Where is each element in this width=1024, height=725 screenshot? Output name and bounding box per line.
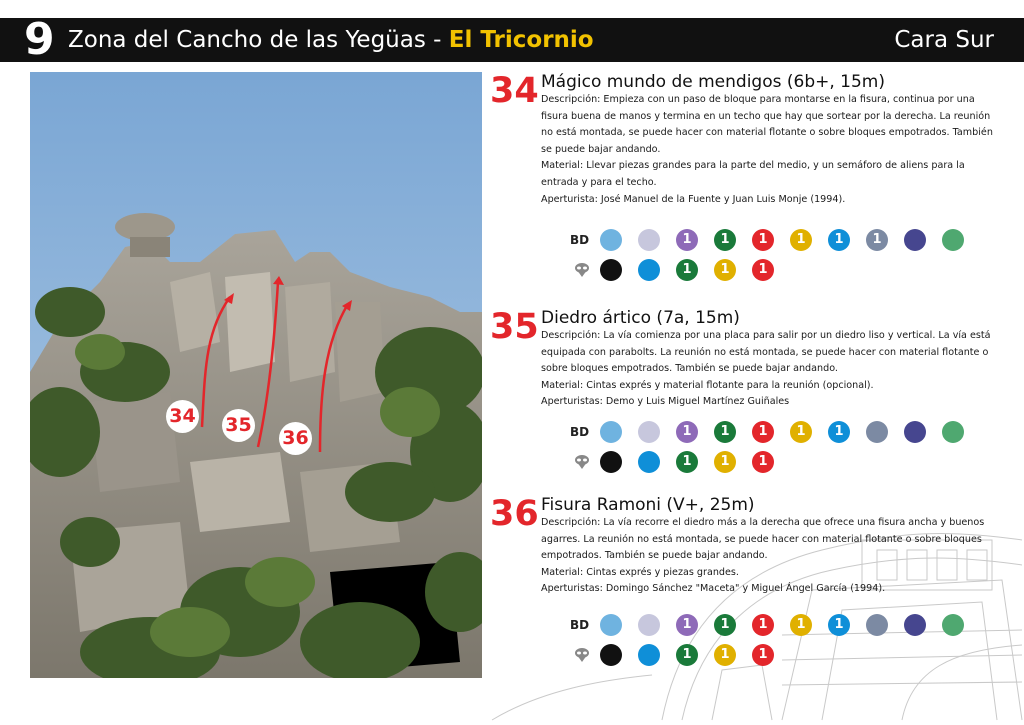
bd-cam-dot <box>904 229 926 251</box>
face-label: Cara Sur <box>894 27 994 53</box>
bd-cam-dot <box>600 421 622 443</box>
description-text: Descripción: Empieza con un paso de bloque para montarse en la fisura, continua por una fisura buena de manos y termina en un techo que hay que sortear por la derecha. La reunión no está montada, se puede hacer con material flotante o sobre bloques empotrados. También se puede bajar andando. <box>541 94 993 155</box>
openers-text: Aperturistas: Demo y Luis Miguel Martínez Guiñales <box>541 396 790 408</box>
openers-text: Aperturista: José Manuel de la Fuente y Juan Luis Monje (1994). <box>541 193 846 205</box>
bd-cam-dot <box>600 614 622 636</box>
bd-cam-dot <box>942 229 964 251</box>
material-text: Material: Llevar piezas grandes para la parte del medio, y un semáforo de aliens para la entrada y para el techo. <box>541 160 965 188</box>
alien-cam-dot: 1 <box>676 259 698 281</box>
route-title: Mágico mundo de mendigos (6b+, 15m) <box>541 72 885 92</box>
bd-cam-dot: 1 <box>752 229 774 251</box>
title-main: Zona del Cancho de las Yegüas - <box>68 27 449 53</box>
bd-cam-dot: 1 <box>676 614 698 636</box>
page-title <box>68 26 594 54</box>
alien-cam-dot <box>600 451 622 473</box>
bd-cam-dot <box>942 421 964 443</box>
material-text: Material: Cintas exprés y material flotante para la reunión (opcional). <box>541 379 874 391</box>
alien-cam-dot <box>638 644 660 666</box>
route-number: 35 <box>490 307 539 347</box>
route-title: Fisura Ramoni (V+, 25m) <box>541 495 755 515</box>
bd-cam-dot <box>904 421 926 443</box>
route-number: 34 <box>490 71 539 111</box>
bd-cam-dot <box>638 421 660 443</box>
photo-route-label: 36 <box>279 422 312 455</box>
bd-cam-dot: 1 <box>828 229 850 251</box>
alien-cam-dot: 1 <box>752 644 774 666</box>
alien-icon <box>574 647 590 663</box>
route-block <box>490 72 1000 282</box>
bd-cam-dot: 1 <box>676 229 698 251</box>
alien-cam-dot <box>600 259 622 281</box>
openers-text: Aperturistas: Domingo Sánchez "Maceta" y Miguel Ángel García (1994). <box>541 583 886 595</box>
route-title: Diedro ártico (7a, 15m) <box>541 308 740 328</box>
bd-label: BD <box>570 233 590 247</box>
bd-cam-dot <box>904 614 926 636</box>
route-description <box>541 328 996 411</box>
route-number: 36 <box>490 494 539 534</box>
alien-cam-dot: 1 <box>714 259 736 281</box>
alien-cam-dot <box>600 644 622 666</box>
route-block <box>490 308 1000 478</box>
bd-cam-dot <box>638 614 660 636</box>
alien-cam-dot <box>638 259 660 281</box>
bd-cam-dot: 1 <box>790 229 812 251</box>
material-text: Material: Cintas exprés y piezas grandes. <box>541 566 739 578</box>
bd-cam-dot <box>866 421 888 443</box>
bd-cam-dot: 1 <box>752 421 774 443</box>
bd-cam-dot <box>866 614 888 636</box>
description-text: Descripción: La vía recorre el diedro más a la derecha que ofrece una fisura ancha y buenos agarres. La reunión no está montada, se puede hacer con material flotante o sobre bloques empotrados. También se puede bajar andando. <box>541 517 985 562</box>
alien-cam-dot: 1 <box>752 451 774 473</box>
photo-route-label: 35 <box>222 409 255 442</box>
bd-cam-dot: 1 <box>866 229 888 251</box>
crag-photo <box>30 72 482 678</box>
alien-icon <box>574 262 590 278</box>
alien-cam-dot: 1 <box>714 451 736 473</box>
bd-label: BD <box>570 425 590 439</box>
route-description <box>541 515 996 598</box>
bd-cam-dot: 1 <box>714 614 736 636</box>
alien-icon <box>574 454 590 470</box>
chapter-number: 9 <box>24 14 55 65</box>
alien-cam-dot <box>638 451 660 473</box>
bd-cam-dot: 1 <box>714 229 736 251</box>
alien-cam-dot: 1 <box>676 644 698 666</box>
bd-cam-dot <box>600 229 622 251</box>
title-subtitle: El Tricornio <box>448 27 594 53</box>
route-block <box>490 495 1000 675</box>
bd-cam-dot: 1 <box>676 421 698 443</box>
header-bar <box>0 14 1024 65</box>
bd-cam-dot: 1 <box>752 614 774 636</box>
bd-cam-dot: 1 <box>714 421 736 443</box>
description-text: Descripción: La vía comienza por una placa para salir por un diedro liso y vertical. La vía está equipada con parabolts. La reunión no está montada, se puede hacer con material flotante o sobre bloques empotrados. También se puede bajar andando. <box>541 330 991 375</box>
bd-cam-dot: 1 <box>790 421 812 443</box>
alien-cam-dot: 1 <box>676 451 698 473</box>
photo-route-label: 34 <box>166 400 199 433</box>
alien-cam-dot: 1 <box>714 644 736 666</box>
bd-cam-dot: 1 <box>790 614 812 636</box>
bd-label: BD <box>570 618 590 632</box>
bd-cam-dot: 1 <box>828 614 850 636</box>
alien-cam-dot: 1 <box>752 259 774 281</box>
bd-cam-dot: 1 <box>828 421 850 443</box>
route-description <box>541 92 996 208</box>
bd-cam-dot <box>638 229 660 251</box>
bd-cam-dot <box>942 614 964 636</box>
